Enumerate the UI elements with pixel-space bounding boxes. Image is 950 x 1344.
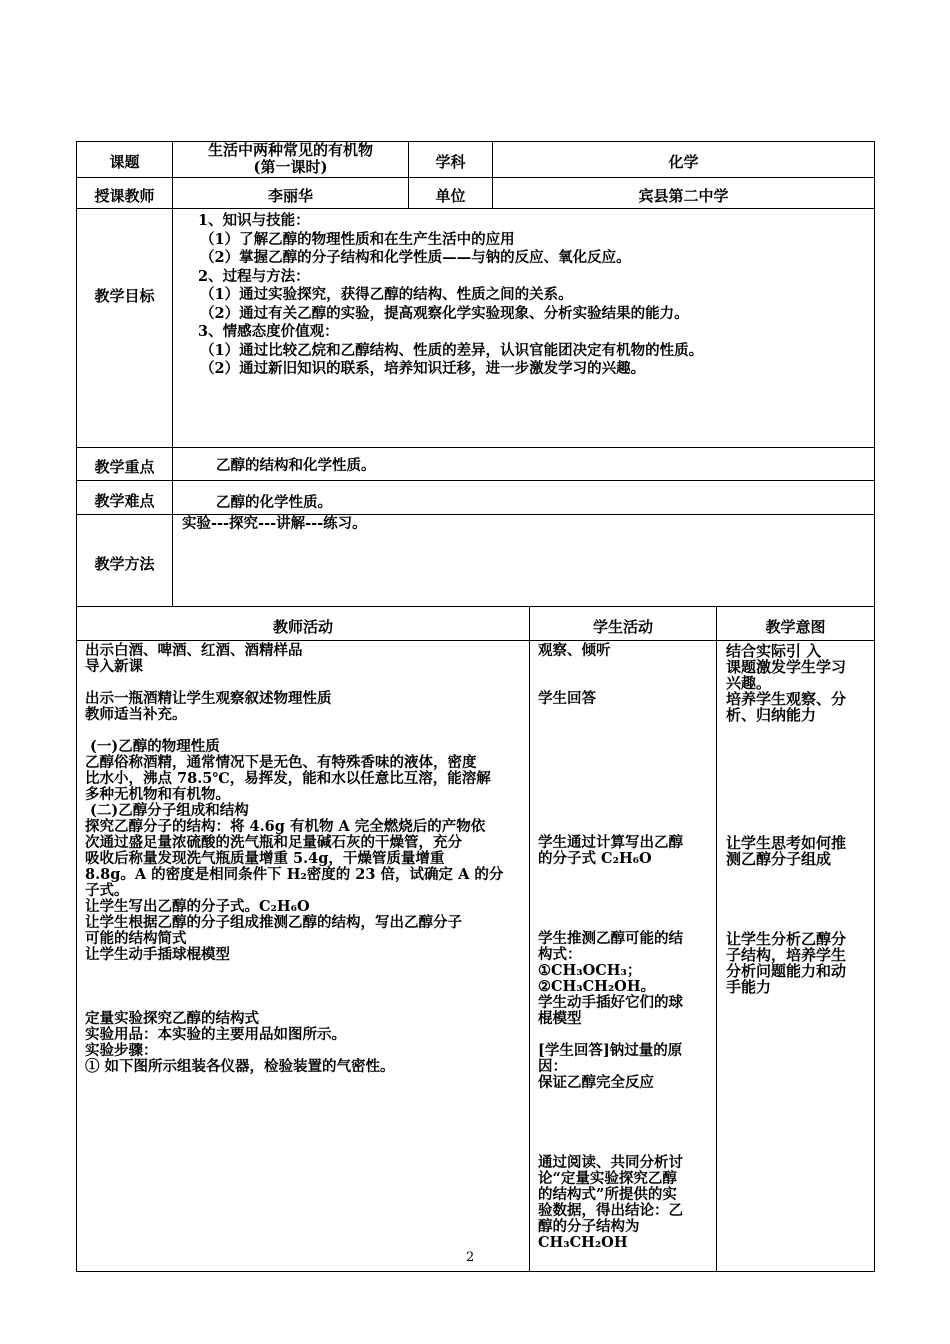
intent-line: [726, 771, 846, 787]
objectives-text: [186, 212, 703, 379]
student-line: [538, 707, 683, 723]
teacher-line: ① 如下图所示组装各仪器，检验装置的气密性。: [85, 1058, 395, 1075]
unit-value: 宾县第二中学: [638, 187, 729, 205]
teacher-line: 实验步骤：: [85, 1042, 158, 1059]
student-line: [538, 883, 683, 899]
student-line: [538, 755, 683, 771]
student-line: [538, 771, 683, 787]
teacher-line: 出示白酒、啤酒、红酒、酒精样品: [85, 642, 303, 659]
teacher-line: 可能的结构简式: [85, 930, 187, 947]
border-bottom: [76, 1271, 875, 1272]
student-line: 的分子式 C₂H₆O: [538, 850, 652, 867]
topic-value-line2: (第一课时): [253, 158, 328, 176]
objective-line: （2）通过新旧知识的联系，培养知识迁移，进一步激发学习的兴趣。: [200, 360, 646, 377]
intent-line: 让学生分析乙醇分: [726, 930, 847, 948]
student-line: [538, 803, 683, 819]
student-line: CH₃CH₂OH: [538, 1234, 628, 1251]
subject-label: 学科: [435, 153, 466, 171]
student-line: 构式：: [538, 946, 582, 963]
student-line: [538, 1027, 683, 1043]
teacher-line: 让学生动手插球棍模型: [85, 946, 230, 963]
row-line: [76, 177, 875, 178]
student-line: 棍模型: [538, 1010, 582, 1027]
intent-line: 分析问题能力和动: [726, 962, 847, 980]
teacher-line: 子式。: [85, 882, 129, 899]
student-line: [538, 1123, 683, 1139]
page-number: 2: [466, 1250, 475, 1265]
student-line: [学生回答]钠过量的原: [538, 1042, 683, 1059]
intent-line: 结合实际引 入: [726, 642, 822, 660]
intent-line: [726, 819, 846, 835]
student-line: 保证乙醇完全反应: [538, 1074, 654, 1091]
student-line: 通过阅读、共同分析讨: [538, 1154, 683, 1171]
intent-line: [726, 803, 846, 819]
student-line: [538, 1139, 683, 1155]
row-line: [76, 208, 875, 209]
method-value: 实验---探究---讲解---练习。: [182, 515, 367, 532]
difficulty-value: 乙醇的化学性质。: [216, 494, 332, 511]
intent-line: [726, 787, 846, 803]
teacher-line: 导入新课: [85, 658, 143, 675]
teacher-label: 授课教师: [94, 187, 155, 205]
teacher-line: 定量实验探究乙醇的结构式: [85, 1010, 259, 1027]
student-line: [538, 1091, 683, 1107]
student-line: 观察、倾听: [538, 642, 611, 659]
method-label: 教学方法: [94, 555, 155, 573]
teacher-line: (一)乙醇的物理性质: [85, 738, 220, 755]
teacher-line: 让学生根据乙醇的分子组成推测乙醇的结构，写出乙醇分子: [85, 914, 462, 931]
col-line: [529, 606, 530, 1272]
intent-text: [726, 643, 846, 995]
student-line: ①CH₃OCH₃；: [538, 962, 642, 979]
student-line: 的结构式”所提供的实: [538, 1186, 677, 1203]
subject-value: 化学: [668, 153, 699, 171]
row-line: [76, 447, 875, 448]
topic-value-line1: 生活中两种常见的有机物: [207, 141, 373, 159]
teacher-line: 探究乙醇分子的结构：将 4.6g 有机物 A 完全燃烧后的产物依: [85, 818, 486, 835]
intent-line: 手能力: [726, 978, 772, 996]
key-point-label: 教学重点: [94, 458, 155, 476]
difficulty-label: 教学难点: [94, 492, 155, 510]
teacher-activity-text: [85, 643, 503, 1075]
teacher-line: 让学生写出乙醇的分子式。C₂H₆O: [85, 898, 310, 915]
student-activity-header: 学生活动: [592, 618, 653, 636]
col-line: [716, 606, 717, 1272]
teacher-line: [85, 675, 503, 691]
teacher-line: 乙醇俗称酒精，通常情况下是无色、有特殊香味的液体，密度: [85, 754, 477, 771]
student-line: 学生动手插好它们的球: [538, 994, 683, 1011]
intent-line: [726, 739, 846, 755]
teacher-line: 多种无机物和有机物。: [85, 786, 230, 803]
teacher-line: 出示一瓶酒精让学生观察叙述物理性质: [85, 690, 332, 707]
student-line: 验数据，得出结论：乙: [538, 1202, 683, 1219]
topic-label: 课题: [109, 153, 140, 171]
student-line: [538, 739, 683, 755]
intent-line: 课题激发学生学习: [726, 658, 847, 676]
teacher-value: 李丽华: [267, 187, 313, 205]
teacher-line: [85, 963, 503, 979]
objective-line: 3、情感态度价值观：: [198, 323, 339, 340]
objective-line: 1、知识与技能：: [198, 212, 310, 229]
teacher-line: 次通过盛足量浓硫酸的洗气瓶和足量碱石灰的干燥管，充分: [85, 834, 462, 851]
intent-header: 教学意图: [765, 618, 826, 636]
teacher-line: 8.8g。A 的密度是相同条件下 H₂密度的 23 倍，试确定 A 的分: [85, 866, 504, 883]
student-line: [538, 723, 683, 739]
intent-line: [726, 723, 846, 739]
intent-line: 子结构，培养学生: [726, 946, 847, 964]
student-line: [538, 659, 683, 675]
objective-line: （2）掌握乙醇的分子结构和化学性质——与钠的反应、氧化反应。: [200, 249, 631, 266]
teacher-activity-header: 教师活动: [272, 618, 333, 636]
unit-label: 单位: [435, 187, 466, 205]
intent-line: [726, 883, 846, 899]
student-line: [538, 867, 683, 883]
student-line: [538, 675, 683, 691]
student-line: [538, 915, 683, 931]
teacher-line: (二)乙醇分子组成和结构: [85, 802, 249, 819]
intent-line: 培养学生观察、分: [726, 690, 847, 708]
intent-line: 析、归纳能力: [726, 706, 817, 724]
intent-line: 兴趣。: [726, 674, 772, 692]
teacher-line: 教师适当补充。: [85, 706, 187, 723]
objective-line: （1）通过比较乙烷和乙醇结构、性质的差异，认识官能团决定有机物的性质。: [200, 341, 704, 359]
teacher-line: 吸收后称量发现洗气瓶质量增重 5.4g，干燥管质量增重: [85, 850, 445, 867]
topic-value: [173, 142, 408, 176]
intent-line: 让学生思考如何推: [726, 834, 847, 852]
teacher-line: 实验用品：本实验的主要用品如图所示。: [85, 1026, 346, 1043]
student-line: [538, 899, 683, 915]
student-line: [538, 819, 683, 835]
objectives-label: 教学目标: [94, 287, 155, 305]
teacher-line: 比水小，沸点 78.5℃，易挥发，能和水以任意比互溶，能溶解: [85, 770, 491, 787]
intent-line: [726, 867, 846, 883]
student-line: 学生推测乙醇可能的结: [538, 930, 683, 947]
student-line: 因：: [538, 1058, 567, 1075]
student-line: ②CH₃CH₂OH。: [538, 978, 656, 995]
col-line: [172, 141, 173, 606]
student-line: 学生通过计算写出乙醇: [538, 834, 683, 851]
student-activity-text: [538, 643, 683, 1251]
intent-line: [726, 915, 846, 931]
student-line: 学生回答: [538, 690, 596, 707]
objective-line: 2、过程与方法：: [198, 267, 310, 285]
key-point-value: 乙醇的结构和化学性质。: [216, 457, 376, 474]
student-line: 论“定量实验探究乙醇: [538, 1170, 677, 1187]
intent-line: [726, 755, 846, 771]
intent-line: [726, 899, 846, 915]
student-line: [538, 787, 683, 803]
objective-line: （2）通过有关乙醇的实验，提高观察化学实验现象、分析实验结果的能力。: [200, 304, 689, 322]
student-line: [538, 1107, 683, 1123]
teacher-line: [85, 979, 503, 995]
border-right: [874, 141, 875, 1272]
teacher-line: [85, 995, 503, 1011]
row-line: [76, 606, 875, 607]
border-left: [76, 141, 77, 1272]
teacher-line: [85, 723, 503, 739]
intent-line: 测乙醇分子组成: [726, 850, 832, 868]
row-line: [76, 480, 875, 481]
objective-line: （1）通过实验探究，获得乙醇的结构、性质之间的关系。: [200, 286, 573, 303]
objective-line: （1）了解乙醇的物理性质和在生产生活中的应用: [200, 230, 515, 248]
row-line: [76, 640, 875, 641]
student-line: 醇的分子结构为: [538, 1218, 640, 1235]
